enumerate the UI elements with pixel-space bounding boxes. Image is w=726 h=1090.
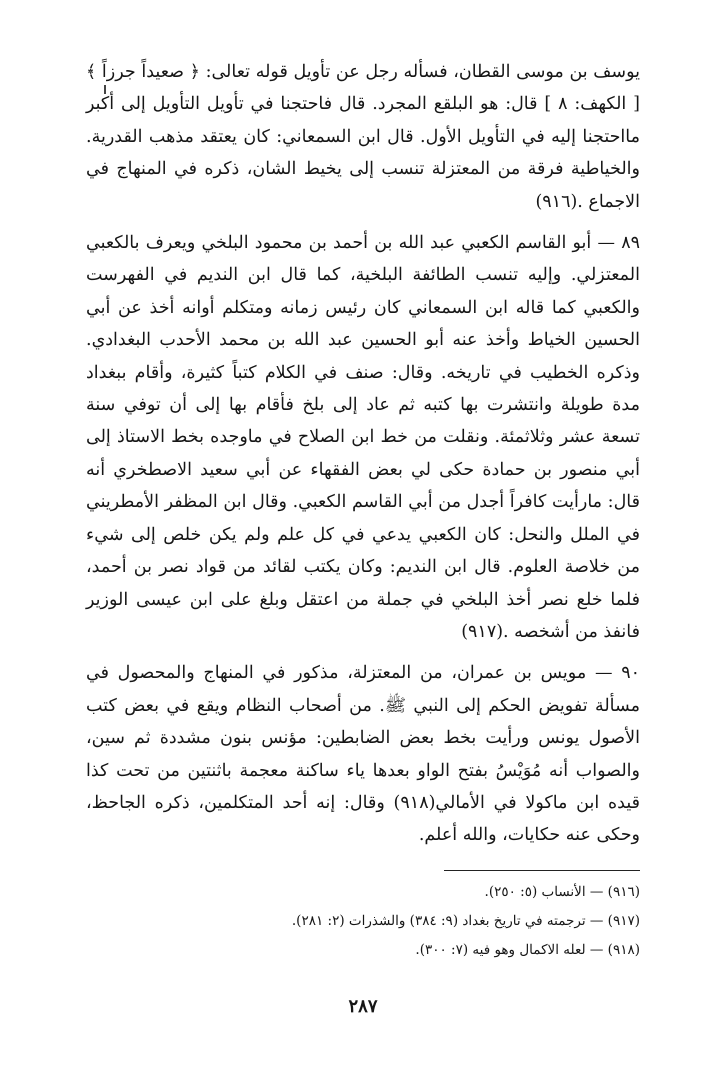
entry-88-continuation: يوسف بن موسى القطان، فسأله رجل عن تأويل قوله تعالى: ﴿ صعيداً جرزاً ﴾ [ الكهف: ٨ ] قال: هو البلقع المجرد. قال فاحتجنا في تأويل التأويل إلى أكبر مااحتجنا إليه في التأويل الأول. قال ابن السمعاني: كان يعتقد مذهب القدرية. والخياطية فرقة من المعتزلة تنسب إلى يخيط الشان، ذكره في المنهاج في الاجماع .(٩١٦) bbox=[86, 62, 640, 212]
footnote-918: (٩١٨) — لعله الاكمال وهو فيه (٧: ٣٠٠). bbox=[415, 942, 640, 958]
main-text bbox=[86, 56, 640, 852]
entry-90: ٩٠ — مويس بن عمران، من المعتزلة، مذكور في المنهاج والمحصول في مسألة تفويض الحكم إلى النبي ﷺ. من أصحاب النظام ويقع في بعض كتب الأصول يونس ورأيت بخط بعض الضابطين: مؤنس بنون مشددة ثم سين، والصواب أنه مُوَيْسُ بفتح الواو بعدها ياء ساكنة معجمة باثنتين من تحت كذا قيده ابن ماكولا في الأمالي(٩١٨) وقال: إنه أحد المتكلمين، ذكره الجاحظ، وحكى عنه حكايات، والله أعلم. bbox=[86, 663, 640, 846]
page-number: ٢٨٧ bbox=[348, 996, 378, 1017]
footnote-917: (٩١٧) — ترجمته في تاريخ بغداد (٩: ٣٨٤) والشذرات (٢: ٢٨١). bbox=[291, 913, 640, 929]
entry-89: ٨٩ — أبو القاسم الكعبي عبد الله بن أحمد بن محمود البلخي ويعرف بالكعبي المعتزلي. وإليه تنسب الطائفة البلخية، كما قال ابن النديم في الفهرست والكعبي كما قاله ابن السمعاني كان رئيس زمانه ومتكلم أوانه أخذ عن أبي الحسين الخياط وأخذ عنه أبو الحسين عبد الله بن محمد الأحدب البغدادي. وذكره الخطيب في تاريخه. وقال: صنف في الكلام كتباً كثيرة، وأقام ببغداد مدة طويلة وانتشرت بها كتبه ثم عاد إلى بلخ فأقام بها إلى أن توفي سنة تسعة عشر وثلاثمئة. ونقلت من خط ابن الصلاح في ماوجده بخط الاستاذ إلى أبي منصور بن حمادة حكى لي بعض الفقهاء عن أبي سعيد الاصطخري أنه قال: مارأيت كافراً أجدل من أبي القاسم الكعبي. وقال ابن المظفر الأمطريني في الملل والنحل: كان الكعبي يدعي في كل علم ولم يكن خلص إلى شيء من خلاصة العلوم. قال ابن النديم: وكان يكتب لقائد من قواد نصر بن أحمد، فلما خلع نصر أخذ البلخي في جملة من اعتقل وبلغ على ابن عيسى الوزير فانفذ من أشخصه .(٩١٧) bbox=[86, 233, 640, 642]
footnotes bbox=[86, 878, 640, 965]
footnote-separator bbox=[444, 870, 640, 871]
footnote-916: (٩١٦) — الأنساب (٥: ٢٥٠). bbox=[484, 884, 640, 900]
